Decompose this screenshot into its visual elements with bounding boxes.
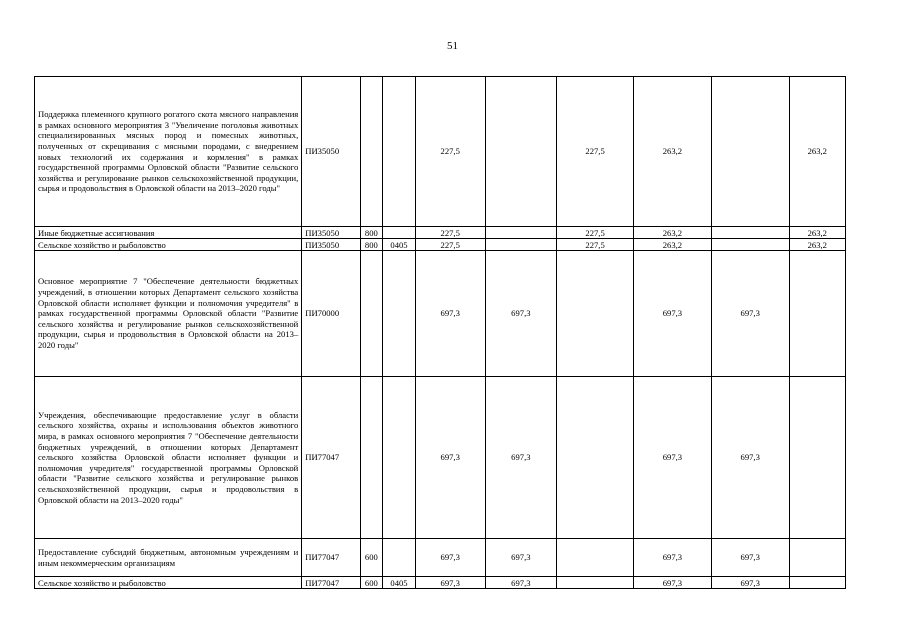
expense-type-code — [360, 251, 383, 377]
amount-1: 227,5 — [415, 227, 485, 239]
amount-1: 227,5 — [415, 77, 485, 227]
target-article-code: ПИ35050 — [302, 227, 360, 239]
amount-1: 227,5 — [415, 239, 485, 251]
row-description: Сельское хозяйство и рыболовство — [35, 577, 302, 589]
amount-4: 697,3 — [633, 577, 711, 589]
amount-3: 227,5 — [557, 227, 634, 239]
amount-4: 263,2 — [633, 239, 711, 251]
amount-4: 697,3 — [633, 539, 711, 577]
budget-table — [34, 76, 846, 589]
amount-3 — [557, 539, 634, 577]
table-row — [35, 539, 846, 577]
section-code: 0405 — [383, 239, 416, 251]
amount-6: 263,2 — [789, 227, 845, 239]
target-article-code: ПИ77047 — [302, 377, 360, 539]
section-code — [383, 251, 416, 377]
amount-2 — [485, 227, 557, 239]
table-row — [35, 577, 846, 589]
amount-5: 697,3 — [711, 577, 789, 589]
amount-3: 227,5 — [557, 77, 634, 227]
amount-6 — [789, 577, 845, 589]
amount-6 — [789, 539, 845, 577]
section-code — [383, 377, 416, 539]
row-description: Поддержка племенного крупного рогатого скота мясного направления в рамках основного мероприятия 3 "Увеличение поголовья животных специализированных мясных пород и помесных животных, полученных от скрещивания с мясными породами, с внедрением новых технологий их содержания и кормления" в рамках государственной программы Орловской области "Развитие сельского хозяйства и регулирование рынков сельскохозяйственной продукции, сырья и продовольствия в Орловской области на 2013–2020 годы" — [35, 77, 302, 227]
target-article-code: ПИ77047 — [302, 539, 360, 577]
amount-3 — [557, 377, 634, 539]
section-code — [383, 227, 416, 239]
expense-type-code — [360, 377, 383, 539]
row-description: Учреждения, обеспечивающие предоставление услуг в области сельского хозяйства, охраны и использования объектов животного мира, в рамках основного мероприятия 7 "Обеспечение деятельности бюджетных учреждений, в отношении которых Департамент сельского хозяйства Орловской области исполняет функции и полномочия учредителя" государственной программы Орловской области "Развитие сельского хозяйства и регулирование рынков сельскохозяйственной продукции, сырья и продовольствия в Орловской области на 2013–2020 годы" — [35, 377, 302, 539]
target-article-code: ПИ35050 — [302, 239, 360, 251]
row-description: Основное мероприятие 7 "Обеспечение деятельности бюджетных учреждений, в отношении которых Департамент сельского хозяйства Орловской области исполняет функции и полномочия учредителя" в рамках государственной программы Орловской области "Развитие сельского хозяйства и регулирование рынков сельскохозяйственной продукции, сырья и продовольствия в Орловской области на 2013–2020 годы" — [35, 251, 302, 377]
amount-1: 697,3 — [415, 577, 485, 589]
target-article-code: ПИ77047 — [302, 577, 360, 589]
section-code — [383, 539, 416, 577]
row-description: Сельское хозяйство и рыболовство — [35, 239, 302, 251]
row-description: Предоставление субсидий бюджетным, автономным учреждениям и иным некоммерческим организациям — [35, 539, 302, 577]
target-article-code: ПИ70000 — [302, 251, 360, 377]
amount-5: 697,3 — [711, 539, 789, 577]
amount-2: 697,3 — [485, 251, 557, 377]
expense-type-code: 800 — [360, 239, 383, 251]
amount-2: 697,3 — [485, 539, 557, 577]
expense-type-code — [360, 77, 383, 227]
amount-6 — [789, 377, 845, 539]
target-article-code: ПИ35050 — [302, 77, 360, 227]
amount-6: 263,2 — [789, 239, 845, 251]
amount-1: 697,3 — [415, 377, 485, 539]
expense-type-code: 600 — [360, 577, 383, 589]
table-row — [35, 251, 846, 377]
amount-2: 697,3 — [485, 577, 557, 589]
amount-5 — [711, 227, 789, 239]
amount-3 — [557, 251, 634, 377]
amount-3 — [557, 577, 634, 589]
amount-3: 227,5 — [557, 239, 634, 251]
table-row — [35, 227, 846, 239]
amount-1: 697,3 — [415, 251, 485, 377]
section-code — [383, 77, 416, 227]
amount-5: 697,3 — [711, 377, 789, 539]
section-code: 0405 — [383, 577, 416, 589]
amount-5: 697,3 — [711, 251, 789, 377]
expense-type-code: 600 — [360, 539, 383, 577]
table-row — [35, 377, 846, 539]
amount-5 — [711, 239, 789, 251]
row-description: Иные бюджетные ассигнования — [35, 227, 302, 239]
amount-6: 263,2 — [789, 77, 845, 227]
table-row — [35, 77, 846, 227]
amount-2 — [485, 77, 557, 227]
amount-2: 697,3 — [485, 377, 557, 539]
amount-4: 263,2 — [633, 227, 711, 239]
page-number: 51 — [447, 40, 458, 52]
table-row — [35, 239, 846, 251]
amount-4: 697,3 — [633, 251, 711, 377]
amount-1: 697,3 — [415, 539, 485, 577]
amount-4: 697,3 — [633, 377, 711, 539]
amount-6 — [789, 251, 845, 377]
amount-2 — [485, 239, 557, 251]
amount-5 — [711, 77, 789, 227]
amount-4: 263,2 — [633, 77, 711, 227]
expense-type-code: 800 — [360, 227, 383, 239]
